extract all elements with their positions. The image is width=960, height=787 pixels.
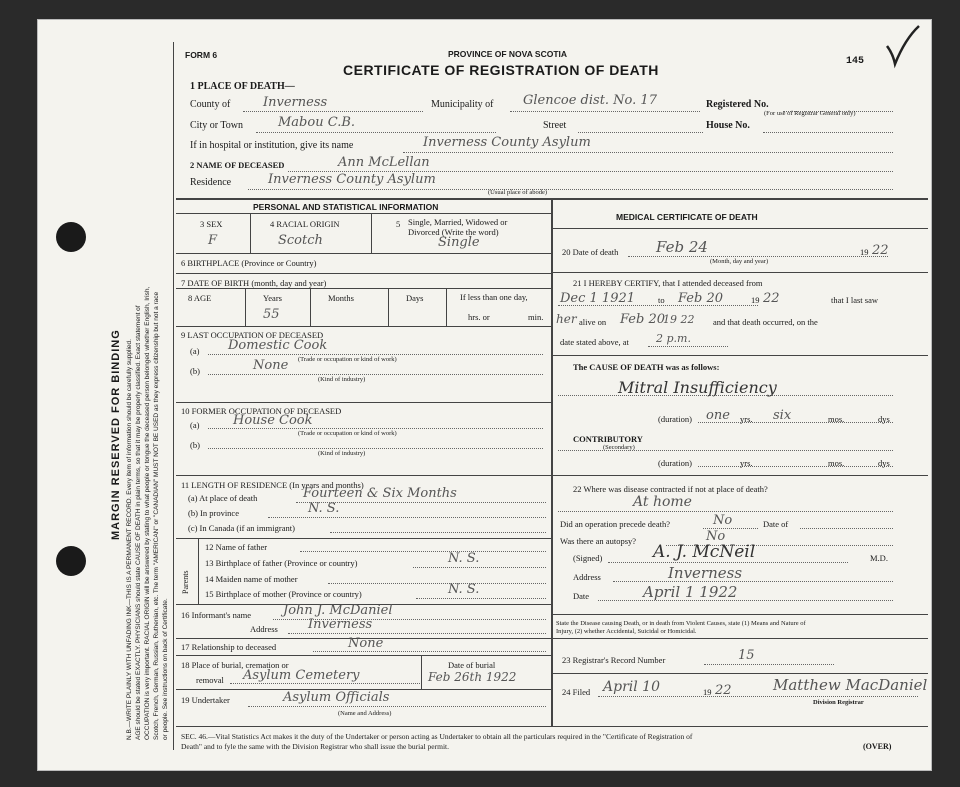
abode-note: (Usual place of abode) — [488, 189, 548, 196]
age-label: 8 AGE — [188, 293, 212, 303]
violent-causes-note-1: State the Disease causing Death, or in death from Violent Causes, state (1) Means and Nature of — [556, 620, 806, 627]
father-birth-label: 13 Birthplace of father (Province or country) — [205, 558, 358, 568]
city-value: Mabou C.B. — [278, 115, 356, 130]
last-occupation-b: None — [253, 358, 289, 373]
in-province-value: N. S. — [308, 501, 340, 516]
dys-label-2: dys — [878, 458, 890, 468]
trade-note-1: (Trade or occupation or kind of work) — [298, 356, 397, 363]
parents-side-label: Parents — [181, 570, 190, 594]
municipality-value: Glencoe dist. No. 17 — [523, 93, 657, 108]
hospital-value: Inverness County Asylum — [423, 135, 591, 150]
yrs-label-1: yrs. — [740, 414, 753, 424]
racial-origin-value: Scotch — [278, 233, 323, 248]
marital-label-1: Single, Married, Widowed or — [408, 217, 508, 227]
registrar-signature: Matthew MacDaniel — [773, 676, 928, 694]
cause-label: The CAUSE OF DEATH was as follows: — [573, 362, 720, 372]
trade-note-2: (Trade or occupation or kind of work) — [298, 430, 397, 437]
alive-date: Feb 20 — [620, 312, 665, 327]
duration-mos-value: six — [773, 408, 792, 423]
autopsy-value: No — [706, 529, 726, 544]
province-heading: PROVINCE OF NOVA SCOTIA — [448, 49, 568, 59]
mdy-note: (Month, day and year) — [710, 258, 769, 265]
last-occupation-label: 9 LAST OCCUPATION OF DECEASED — [181, 330, 324, 340]
length-residence-heading: 11 LENGTH OF RESIDENCE (In years and months) — [181, 480, 364, 490]
father-birth-value: N. S. — [448, 551, 480, 566]
cause-of-death: Mitral Insufficiency — [618, 378, 777, 397]
registered-no-label: Registered No. — [706, 99, 769, 110]
death-year: 22 — [872, 243, 889, 258]
informant-address-label: Address — [250, 624, 278, 634]
hospital-label: If in hospital or institution, give its name — [190, 140, 354, 151]
checkmark-icon — [883, 24, 923, 69]
municipality-label: Municipality of — [431, 99, 494, 110]
to-label: to — [658, 295, 665, 305]
former-occupation-label: 10 FORMER OCCUPATION OF DECEASED — [181, 406, 342, 416]
alive-on-label: alive on — [579, 317, 607, 327]
binding-label: MARGIN RESERVED FOR BINDING — [110, 329, 122, 540]
date-of-death-md: Feb 24 — [656, 238, 708, 256]
mother-birth-label: 15 Birthplace of mother (Province or country) — [205, 589, 362, 599]
record-number-label: 23 Registrar's Record Number — [562, 655, 666, 665]
hrs-or-label: hrs. or — [468, 312, 490, 322]
physician-signature: A. J. McNeil — [653, 542, 756, 562]
burial-label-2: removal — [196, 675, 224, 685]
marital-number: 5 — [396, 219, 401, 229]
filed-year-prefix: 19 — [703, 687, 712, 697]
page-number: 145 — [846, 56, 865, 67]
contributory-label: CONTRIBUTORY — [573, 434, 643, 444]
q22-answer: At home — [633, 494, 692, 510]
footer-sec46-line2: Death" and to fyle the same with the Division Registrar who shall issue the burial permit. — [181, 742, 450, 751]
age-years: 55 — [263, 307, 280, 322]
months-label: Months — [328, 293, 354, 303]
filed-date: April 10 — [603, 679, 660, 695]
to-year: 22 — [763, 291, 780, 306]
years-label: Years — [263, 293, 282, 303]
street-label: Street — [543, 120, 567, 131]
dys-label-1: dys — [878, 414, 890, 424]
margin-note-2: AGE should be stated EXACTLY. PHYSICIANS should state CAUSE OF DEATH in plain terms, so that it may be properly classified. Exact statement of — [135, 305, 142, 740]
last-occupation-a: Domestic Cook — [228, 338, 328, 353]
alive-year: 19 22 — [663, 313, 695, 326]
duration-label-2: (duration) — [658, 458, 692, 468]
mother-birth-value: N. S. — [448, 582, 480, 597]
death-certificate — [38, 20, 931, 770]
undertaker-value: Asylum Officials — [283, 690, 390, 705]
physician-date: April 1 1922 — [643, 583, 738, 601]
date-burial-value: Feb 26th 1922 — [428, 670, 517, 684]
at-place-value: Fourteen & Six Months — [303, 486, 457, 501]
over-label: (OVER) — [863, 742, 892, 751]
father-name-label: 12 Name of father — [205, 542, 268, 552]
deceased-name: Ann McLellan — [338, 155, 430, 170]
punch-hole-top — [56, 222, 86, 252]
personal-heading: PERSONAL AND STATISTICAL INFORMATION — [253, 202, 439, 212]
name-of-deceased-label: 2 NAME OF DECEASED — [190, 160, 285, 170]
informant-name: John J. McDaniel — [283, 603, 393, 618]
informant-address: Inverness — [308, 617, 373, 632]
relationship-label: 17 Relationship to deceased — [181, 642, 277, 652]
last-occ-b: (b) — [190, 366, 200, 376]
birthplace-label: 6 BIRTHPLACE (Province or Country) — [181, 258, 317, 268]
marital-value: Single — [438, 235, 480, 250]
operation-label: Did an operation precede death? — [560, 519, 670, 529]
marital-label-2: Divorced (Write the word) — [408, 227, 499, 237]
house-no-label: House No. — [706, 120, 750, 131]
to-year-prefix: 19 — [751, 295, 760, 305]
industry-note-2: (Kind of industry) — [318, 450, 366, 457]
dob-label: 7 DATE OF BIRTH (month, day and year) — [181, 278, 327, 288]
former-occ-b: (b) — [190, 440, 200, 450]
duration-yrs-value: one — [706, 408, 730, 423]
margin-note-4: Scotch, French, German, Russian, Ruthenian, etc. The term "AMERICAN" or "CANADIAN" MUST NOT BE USED as they express citizenship but not a race — [153, 291, 160, 740]
mos-label-2: mos. — [828, 458, 845, 468]
in-canada-label: (c) In Canada (if an immigrant) — [188, 523, 295, 533]
burial-label-1: 18 Place of burial, cremation or — [181, 660, 289, 670]
binding-margin — [38, 20, 173, 770]
mother-name-label: 14 Maiden name of mother — [205, 574, 298, 584]
signed-label: (Signed) — [573, 553, 603, 563]
residence-label: Residence — [190, 177, 232, 188]
footer-sec46-line1: SEC. 46.—Vital Statistics Act makes it the duty of the Undertaker or person acting as Undertaker to obtain all the particulars required in the "Certificate of Registration of — [181, 732, 693, 741]
last-saw-label: that I last saw — [831, 295, 878, 305]
industry-note-1: (Kind of industry) — [318, 376, 366, 383]
mos-label-1: mos. — [828, 414, 845, 424]
physician-address: Inverness — [668, 564, 743, 582]
autopsy-label: Was there an autopsy? — [560, 536, 637, 546]
attended-from: Dec 1 1921 — [560, 291, 636, 306]
yrs-label-2: yrs. — [740, 458, 753, 468]
registered-note: (For use of Registrar General only) — [764, 110, 856, 117]
physician-address-label: Address — [573, 572, 601, 582]
certificate-title: CERTIFICATE OF REGISTRATION OF DEATH — [343, 62, 659, 78]
record-number-value: 15 — [738, 648, 755, 663]
county-label: County of — [190, 99, 231, 110]
attended-to: Feb 20 — [678, 291, 723, 306]
county-value: Inverness — [263, 95, 328, 110]
division-registrar-label: Division Registrar — [813, 699, 864, 706]
date-burial-label: Date of burial — [448, 660, 496, 670]
punch-hole-bottom — [56, 546, 86, 576]
margin-note-3: OCCUPATION is very important. RACIAL ORIGIN will be answered by stating to what people or tongue the deceased person belonged whether English, Irish, — [144, 286, 151, 740]
filed-label: 24 Filed — [562, 687, 591, 697]
medical-heading: MEDICAL CERTIFICATE OF DEATH — [616, 212, 758, 222]
physician-date-label: Date — [573, 591, 590, 601]
operation-date-label: Date of — [763, 519, 789, 529]
burial-place: Asylum Cemetery — [243, 668, 360, 683]
place-of-death-heading: 1 PLACE OF DEATH— — [190, 81, 295, 92]
death-year-prefix: 19 — [860, 247, 869, 257]
margin-note-1: N.B.—WRITE PLAINLY WITH UNFADING INK—THIS IS A PERMANENT RECORD. Every item of information should be carefully supplied. — [126, 339, 133, 740]
occurred-label: and that death occurred, on the — [713, 317, 818, 327]
days-label: Days — [406, 293, 424, 303]
last-occ-a: (a) — [190, 346, 200, 356]
undertaker-label: 19 Undertaker — [181, 695, 230, 705]
former-occ-a: (a) — [190, 420, 200, 430]
less-than-day-label: If less than one day, — [460, 292, 528, 302]
name-address-note: (Name and Address) — [338, 710, 392, 717]
relationship-value: None — [348, 636, 384, 651]
secondary-note: (Secondary) — [603, 444, 635, 451]
sex-label: 3 SEX — [200, 219, 223, 229]
residence-value: Inverness County Asylum — [268, 172, 436, 187]
form-number: FORM 6 — [185, 50, 218, 60]
date-of-death-label: 20 Date of death — [562, 247, 619, 257]
city-label: City or Town — [190, 120, 244, 131]
min-label: min. — [528, 312, 544, 322]
former-occupation-a: House Cook — [233, 413, 313, 428]
certify-label: 21 I HEREBY CERTIFY, that I attended deceased from — [573, 278, 763, 288]
duration-label-1: (duration) — [658, 414, 692, 424]
date-stated-label: date stated above, at — [560, 337, 629, 347]
operation-value: No — [713, 513, 733, 528]
time-of-death: 2 p.m. — [656, 332, 691, 345]
md-label: M.D. — [870, 553, 888, 563]
racial-origin-label: 4 RACIAL ORIGIN — [270, 219, 340, 229]
margin-note-5: or people. See instructions on back of Certificate. — [162, 598, 169, 740]
violent-causes-note-2: Injury, (2) whether Accidental, Suicidal or Homicidal. — [556, 628, 697, 635]
informant-label: 16 Informant's name — [181, 610, 251, 620]
pronoun-her: her — [556, 312, 577, 326]
q22-label: 22 Where was disease contracted if not at place of death? — [573, 484, 768, 494]
sex-value: F — [208, 233, 218, 248]
at-place-label: (a) At place of death — [188, 493, 258, 503]
in-province-label: (b) In province — [188, 508, 239, 518]
filed-year: 22 — [715, 683, 732, 698]
